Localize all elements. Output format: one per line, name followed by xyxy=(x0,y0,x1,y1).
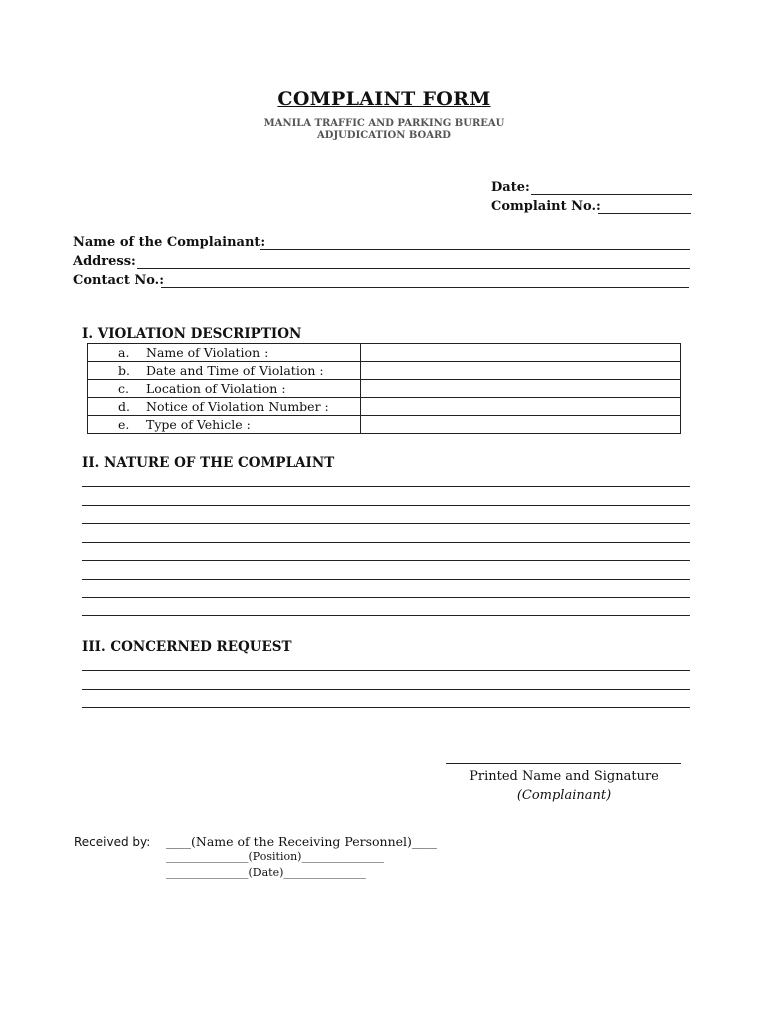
date-field[interactable] xyxy=(531,194,692,195)
violation-row xyxy=(88,362,681,380)
section-nature-heading: II. NATURE OF THE COMPLAINT xyxy=(82,455,335,471)
nature-line[interactable] xyxy=(82,560,690,561)
violation-row xyxy=(88,398,681,416)
violation-row-label: Notice of Violation Number : xyxy=(146,399,329,414)
section-request-heading: III. CONCERNED REQUEST xyxy=(82,639,292,655)
violation-row-label: Type of Vehicle : xyxy=(146,417,251,432)
violation-row-letter: b. xyxy=(118,363,130,378)
violation-row-label: Location of Violation : xyxy=(146,381,286,396)
violation-row-letter: a. xyxy=(118,345,130,360)
violation-row-label: Date and Time of Violation : xyxy=(146,363,324,378)
complaint-no-label: Complaint No.: xyxy=(491,199,601,214)
contact-field[interactable] xyxy=(161,287,689,288)
violation-row-value[interactable] xyxy=(361,380,681,398)
nature-line[interactable] xyxy=(82,505,690,506)
violation-row-label: Name of Violation : xyxy=(146,345,269,360)
violation-row-value[interactable] xyxy=(361,416,681,434)
violation-row xyxy=(88,416,681,434)
address-label: Address: xyxy=(73,254,136,269)
violation-row-letter: e. xyxy=(118,417,130,432)
violation-row-value[interactable] xyxy=(361,398,681,416)
complaint-no-field[interactable] xyxy=(598,213,691,214)
violation-table xyxy=(87,343,681,434)
request-line[interactable] xyxy=(82,689,690,690)
complainant-name-field[interactable] xyxy=(260,249,690,250)
nature-line[interactable] xyxy=(82,579,690,580)
violation-row xyxy=(88,344,681,362)
violation-row-label-cell xyxy=(88,344,361,362)
received-date-field[interactable]: _______________(Date)_______________ xyxy=(166,866,366,879)
request-line[interactable] xyxy=(82,670,690,671)
violation-row-letter: d. xyxy=(118,399,130,414)
receiving-personnel-field[interactable]: ____(Name of the Receiving Personnel)____ xyxy=(166,834,437,849)
address-field[interactable] xyxy=(137,268,690,269)
signature-label: Printed Name and Signature xyxy=(469,769,659,784)
section-violation-heading: I. VIOLATION DESCRIPTION xyxy=(82,326,302,342)
violation-row-value[interactable] xyxy=(361,362,681,380)
nature-line[interactable] xyxy=(82,597,690,598)
position-field[interactable]: _______________(Position)_______________ xyxy=(166,850,384,863)
received-by-label: Received by: xyxy=(74,835,151,849)
violation-row-label-cell xyxy=(88,380,361,398)
violation-row-label-cell xyxy=(88,362,361,380)
nature-line[interactable] xyxy=(82,523,690,524)
nature-line[interactable] xyxy=(82,615,690,616)
board-name: ADJUDICATION BOARD xyxy=(317,130,451,141)
agency-name: MANILA TRAFFIC AND PARKING BUREAU xyxy=(263,118,505,129)
signature-role: (Complainant) xyxy=(516,788,612,803)
nature-line[interactable] xyxy=(82,486,690,487)
violation-row-label-cell xyxy=(88,398,361,416)
nature-line[interactable] xyxy=(82,542,690,543)
signature-line[interactable] xyxy=(446,763,681,764)
contact-label: Contact No.: xyxy=(73,273,164,288)
violation-row-label-cell xyxy=(88,416,361,434)
violation-row-letter: c. xyxy=(118,381,129,396)
violation-row xyxy=(88,380,681,398)
request-line[interactable] xyxy=(82,707,690,708)
form-title: COMPLAINT FORM xyxy=(277,88,491,110)
date-label: Date: xyxy=(491,180,530,195)
violation-row-value[interactable] xyxy=(361,344,681,362)
complainant-name-label: Name of the Complainant: xyxy=(73,235,266,250)
